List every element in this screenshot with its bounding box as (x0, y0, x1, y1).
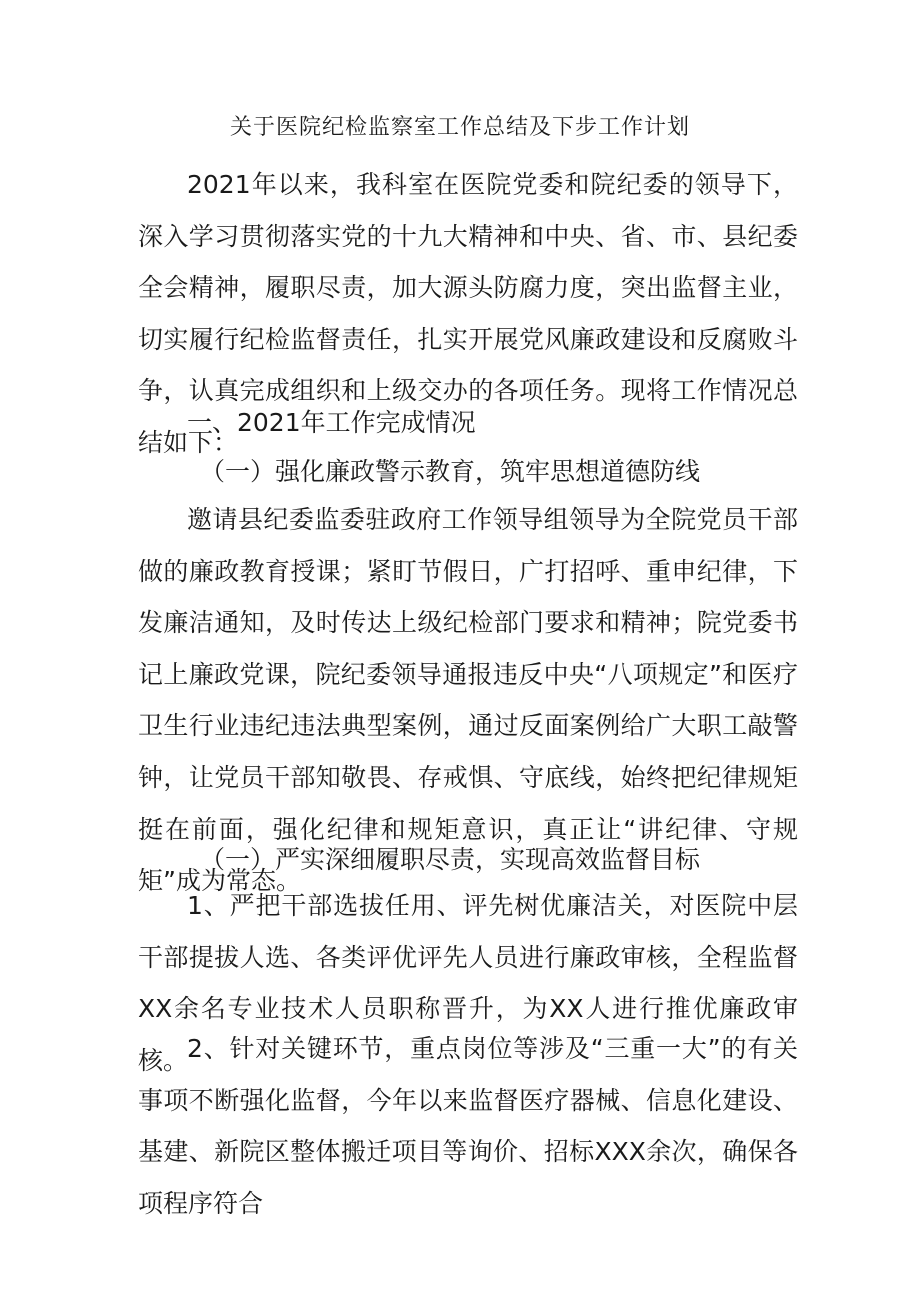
intro-paragraph: 2021年以来，我科室在医院党委和院纪委的领导下，深入学习贯彻落实党的十九大精神和中央、省、市、县纪委全会精神，履职尽责，加大源头防腐力度，突出监督主业，切实履行纪检监督责任，扎实开展党风廉政建设和反腐败斗争，认真完成组织和上级交办的各项任务。现将工作情况总结如下： (138, 170, 798, 457)
subsection-heading: （一）严实深细履职尽责，实现高效监督目标 (200, 845, 701, 874)
document-title: 关于医院纪检监察室工作总结及下步工作计划 (229, 115, 690, 140)
subsection-paragraph: 邀请县纪委监委驻政府工作领导组领导为全院党员干部做的廉政教育授课；紧盯节假日，广打招呼、重申纪律，下发廉洁通知，及时传达上级纪检部门要求和精神；院党委书记上廉政党课，院纪委领导通报违反中央“八项规定”和医疗卫生行业违纪违法典型案例，通过反面案例给广大职工敲警钟，让党员干部知敬畏、存戒惧、守底线，始终把纪律规矩挺在前面，强化纪律和规矩意识，真正让“讲纪律、守规矩”成为常态。 (138, 505, 798, 896)
subsection-heading: （一）强化廉政警示教育，筑牢思想道德防线 (200, 457, 701, 486)
section-heading: 一、2021年工作完成情况 (187, 408, 476, 437)
list-item: 1、严把干部选拔任用、评先树优廉洁关，对医院中层干部提拔人选、各类评优评先人员进行廉政审核，全程监督XX余名专业技术人员职称晋升，为XX人进行推优廉政审核。 (138, 891, 798, 1075)
list-item: 2、针对关键环节，重点岗位等涉及“三重一大”的有关事项不断强化监督，今年以来监督医疗器械、信息化建设、基建、新院区整体搬迁项目等询价、招标XXX余次，确保各项程序符合 (138, 1034, 798, 1218)
